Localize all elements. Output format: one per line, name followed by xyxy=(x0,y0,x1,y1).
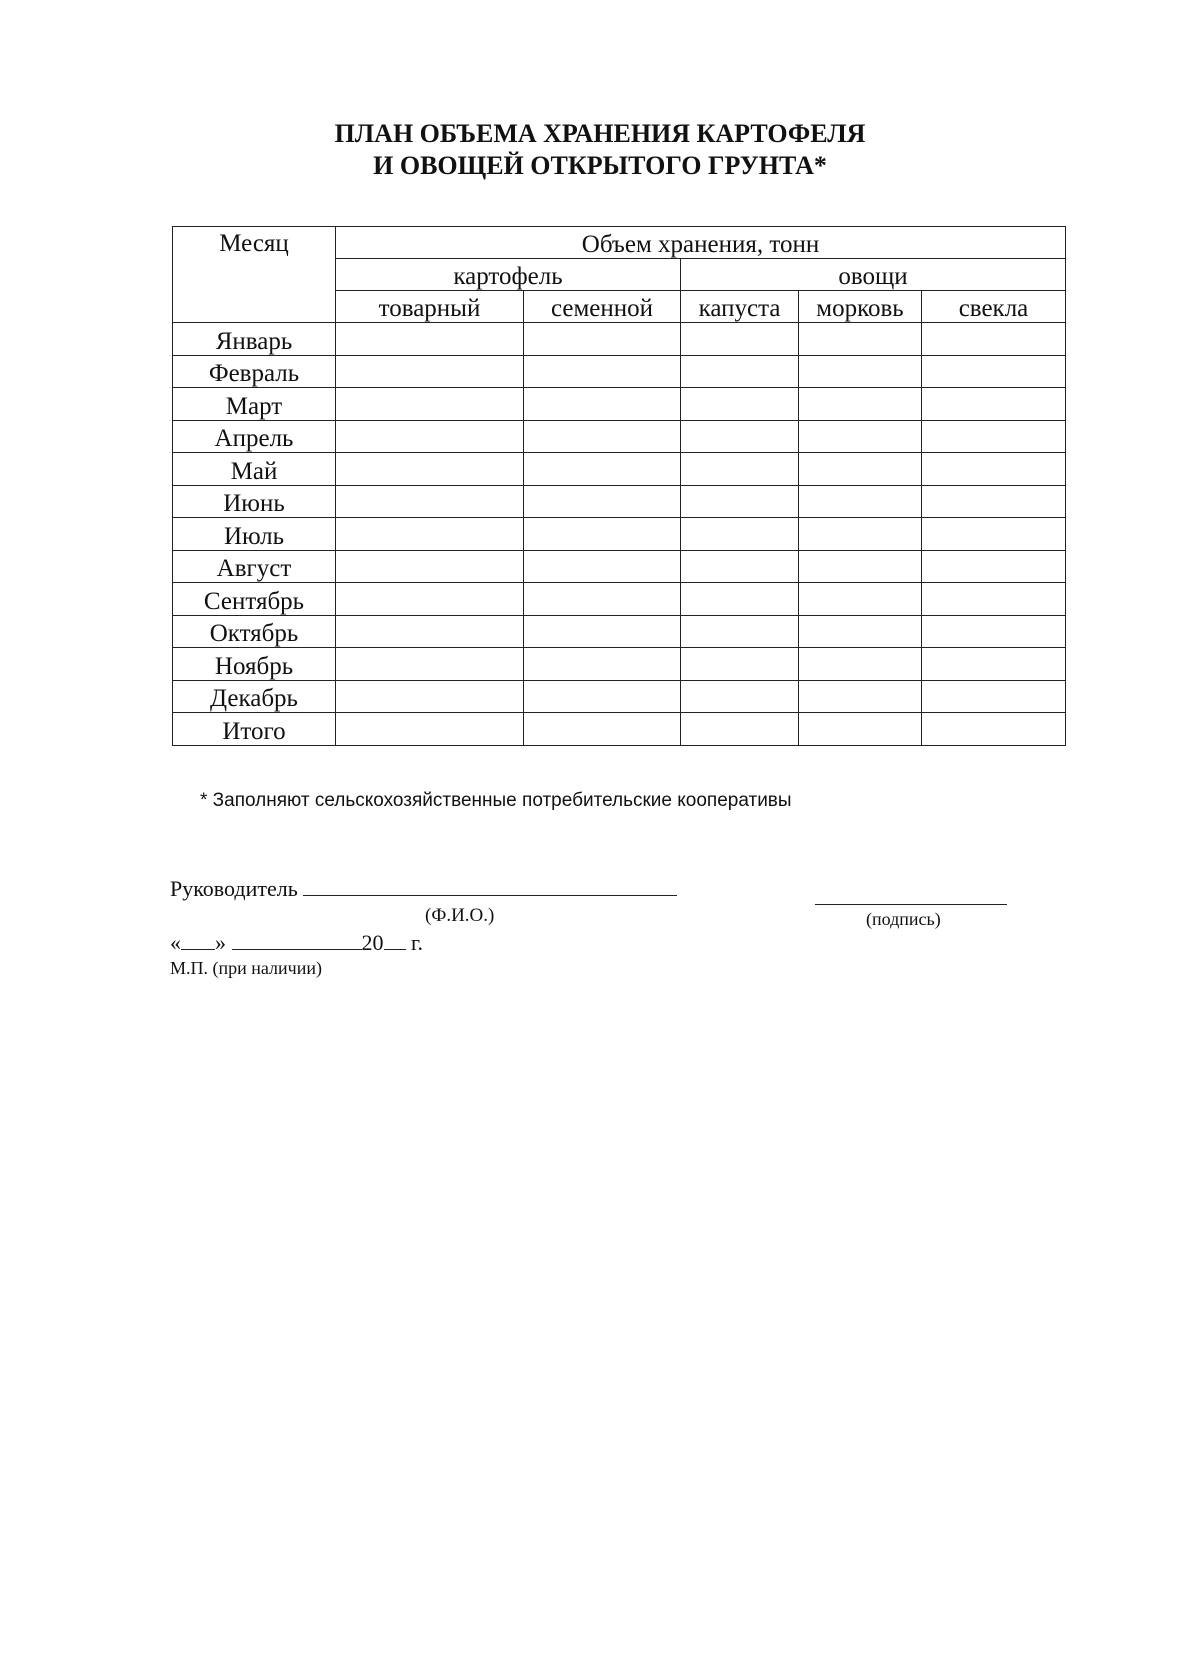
value-cell[interactable] xyxy=(922,453,1066,486)
title-line-2: И ОВОЩЕЙ ОТКРЫТОГО ГРУНТА* xyxy=(373,151,827,180)
value-cell[interactable] xyxy=(681,420,799,453)
value-cell[interactable] xyxy=(524,485,681,518)
value-cell[interactable] xyxy=(336,323,524,356)
value-cell[interactable] xyxy=(681,583,799,616)
subheader-carrot: морковь xyxy=(799,291,922,323)
month-cell: Февраль xyxy=(173,355,336,388)
year-suffix: г. xyxy=(411,930,424,955)
value-cell[interactable] xyxy=(524,453,681,486)
value-cell[interactable] xyxy=(799,518,922,551)
head-label: Руководитель xyxy=(170,876,298,901)
value-cell[interactable] xyxy=(799,615,922,648)
value-cell[interactable] xyxy=(336,583,524,616)
value-cell[interactable] xyxy=(922,680,1066,713)
value-cell[interactable] xyxy=(922,713,1066,746)
value-cell[interactable] xyxy=(922,323,1066,356)
vegetables-header: овощи xyxy=(681,259,1066,291)
table-row xyxy=(173,615,1066,648)
title-line-1: ПЛАН ОБЪЕМА ХРАНЕНИЯ КАРТОФЕЛЯ xyxy=(334,119,866,148)
day-line[interactable] xyxy=(181,949,215,950)
month-line[interactable] xyxy=(232,949,362,950)
value-cell[interactable] xyxy=(799,485,922,518)
value-cell[interactable] xyxy=(681,518,799,551)
value-cell[interactable] xyxy=(524,323,681,356)
value-cell[interactable] xyxy=(336,518,524,551)
value-cell[interactable] xyxy=(524,518,681,551)
value-cell[interactable] xyxy=(799,323,922,356)
table-row xyxy=(173,453,1066,486)
subheader-commercial: товарный xyxy=(336,291,524,323)
subheader-cabbage: капуста xyxy=(681,291,799,323)
month-cell: Декабрь xyxy=(173,680,336,713)
table-row xyxy=(173,323,1066,356)
storage-plan-table xyxy=(172,226,1066,746)
subheader-seed: семенной xyxy=(524,291,681,323)
document-title xyxy=(0,118,1200,182)
value-cell[interactable] xyxy=(681,648,799,681)
value-cell[interactable] xyxy=(681,713,799,746)
value-cell[interactable] xyxy=(336,355,524,388)
value-cell[interactable] xyxy=(336,453,524,486)
value-cell[interactable] xyxy=(524,713,681,746)
value-cell[interactable] xyxy=(524,680,681,713)
value-cell[interactable] xyxy=(336,550,524,583)
value-cell[interactable] xyxy=(681,680,799,713)
value-cell[interactable] xyxy=(799,420,922,453)
value-cell[interactable] xyxy=(799,550,922,583)
month-cell: Март xyxy=(173,388,336,421)
value-cell[interactable] xyxy=(922,550,1066,583)
value-cell[interactable] xyxy=(524,420,681,453)
value-cell[interactable] xyxy=(922,355,1066,388)
month-cell: Январь xyxy=(173,323,336,356)
table-row xyxy=(173,550,1066,583)
potato-header: картофель xyxy=(336,259,681,291)
signature-line[interactable] xyxy=(815,904,1007,905)
month-cell: Август xyxy=(173,550,336,583)
month-cell: Май xyxy=(173,453,336,486)
year-line[interactable] xyxy=(384,949,406,950)
value-cell[interactable] xyxy=(336,713,524,746)
value-cell[interactable] xyxy=(681,388,799,421)
value-cell[interactable] xyxy=(681,323,799,356)
fio-line[interactable] xyxy=(303,895,677,896)
value-cell[interactable] xyxy=(681,485,799,518)
month-cell: Ноябрь xyxy=(173,648,336,681)
table-row xyxy=(173,680,1066,713)
quote-open: « xyxy=(170,930,181,955)
month-cell: Сентябрь xyxy=(173,583,336,616)
month-cell: Июль xyxy=(173,518,336,551)
value-cell[interactable] xyxy=(799,713,922,746)
table-row xyxy=(173,583,1066,616)
value-cell[interactable] xyxy=(336,648,524,681)
value-cell[interactable] xyxy=(922,388,1066,421)
stamp-note: М.П. (при наличии) xyxy=(170,958,322,978)
signature-hint: (подпись) xyxy=(866,909,941,929)
value-cell[interactable] xyxy=(524,355,681,388)
value-cell[interactable] xyxy=(922,615,1066,648)
value-cell[interactable] xyxy=(799,388,922,421)
value-cell[interactable] xyxy=(922,518,1066,551)
table-row xyxy=(173,420,1066,453)
value-cell[interactable] xyxy=(524,583,681,616)
footnote: * Заполняют сельскохозяйственные потребительские кооперативы xyxy=(200,790,792,811)
date-row xyxy=(170,930,423,956)
value-cell[interactable] xyxy=(799,355,922,388)
value-cell[interactable] xyxy=(922,648,1066,681)
month-cell: Июнь xyxy=(173,485,336,518)
value-cell[interactable] xyxy=(336,420,524,453)
head-signature-row xyxy=(170,876,677,902)
value-cell[interactable] xyxy=(681,453,799,486)
value-cell[interactable] xyxy=(336,680,524,713)
value-cell[interactable] xyxy=(799,648,922,681)
value-cell[interactable] xyxy=(799,453,922,486)
value-cell[interactable] xyxy=(336,388,524,421)
value-cell[interactable] xyxy=(336,485,524,518)
volume-header: Объем хранения, тонн xyxy=(336,227,1066,259)
table-row xyxy=(173,388,1066,421)
value-cell[interactable] xyxy=(922,583,1066,616)
table-row xyxy=(173,485,1066,518)
value-cell[interactable] xyxy=(799,680,922,713)
value-cell[interactable] xyxy=(681,550,799,583)
month-cell: Октябрь xyxy=(173,615,336,648)
value-cell[interactable] xyxy=(922,420,1066,453)
value-cell[interactable] xyxy=(524,550,681,583)
value-cell[interactable] xyxy=(681,615,799,648)
table-row xyxy=(173,518,1066,551)
value-cell[interactable] xyxy=(922,485,1066,518)
value-cell[interactable] xyxy=(524,648,681,681)
month-cell: Апрель xyxy=(173,420,336,453)
table-row xyxy=(173,648,1066,681)
month-cell: Итого xyxy=(173,713,336,746)
subheader-beet: свекла xyxy=(922,291,1066,323)
value-cell[interactable] xyxy=(524,388,681,421)
fio-hint: (Ф.И.О.) xyxy=(425,905,495,926)
quote-close: » xyxy=(215,930,226,955)
value-cell[interactable] xyxy=(336,615,524,648)
table-row xyxy=(173,713,1066,746)
value-cell[interactable] xyxy=(524,615,681,648)
year-prefix: 20 xyxy=(361,930,384,955)
table-row xyxy=(173,355,1066,388)
value-cell[interactable] xyxy=(681,355,799,388)
month-column-header: Месяц xyxy=(173,227,336,323)
value-cell[interactable] xyxy=(799,583,922,616)
